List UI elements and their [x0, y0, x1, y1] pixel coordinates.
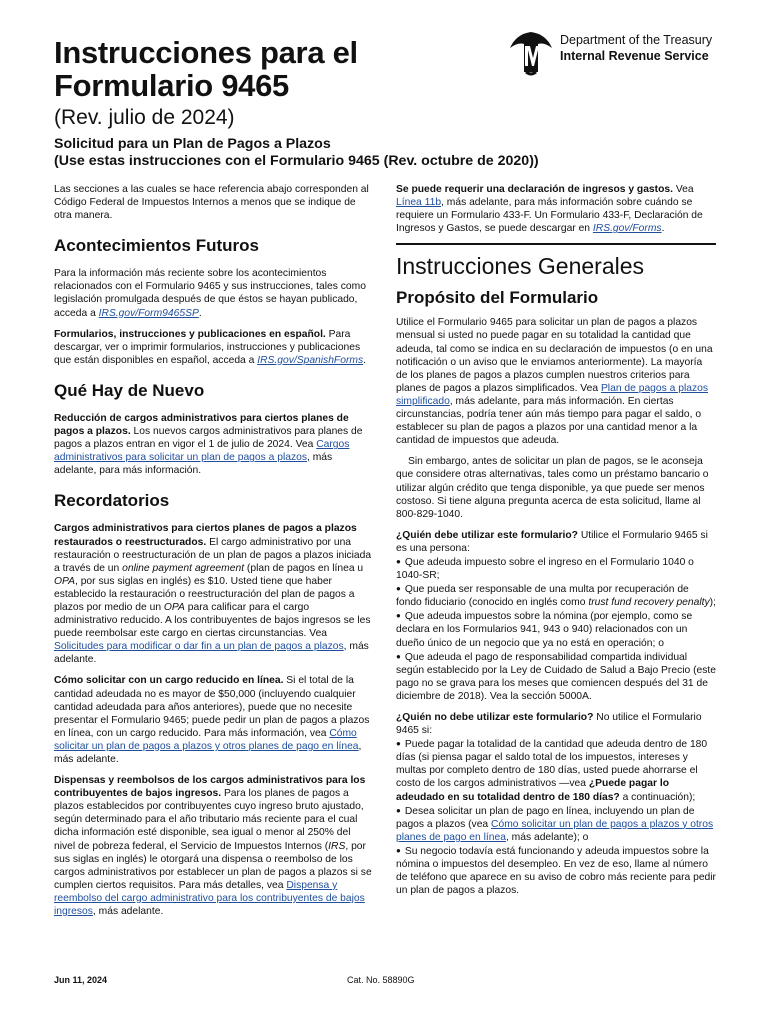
reminder-restructured-fees: Cargos administrativos para ciertos planes de pagos a plazos restaurados o reestructurados. El cargo administrativo por una restauración o reestructuración de un plan de pagos a plazos iniciada a través de un online payment agreement (plan de pagos en línea u OPA, por sus siglas en inglés) es $10. Usted tiene que haber establecido la restauración o reestructuración del plan de pagos a plazos por medio de un OPA para calificar para el cargo administrativo reducido. A los contribuyentes de bajos ingresos se les puede reembolsar este cargo en ciertas circunstancias. Vea Solicitudes para modificar o dar fin a un plan de pagos a plazos, más adelante. [54, 523, 372, 666]
reminder-online-reduced-fee: Cómo solicitar con un cargo reducido en línea. Si el total de la cantidad adeudada no es mayor de $50,000 (incluyendo cualquier cantidad adeudada para años anteriores), puede que no necesite presentar el Formulario 9465; puede pedir un plan de pagos a plazos en línea, con un cargo reducido. Para más información, vea Cómo solicitar un plan de pagos a plazos y otros planes de pago en línea, más adelante. [54, 675, 370, 765]
heading-purpose: Propósito del Formulario [396, 288, 599, 308]
footer-date: Jun 11, 2024 [54, 975, 108, 985]
list-item: ● Que adeuda impuestos sobre la nómina (por ejemplo, como se declara en los Formularios 941, 943 o 940) relacionados con un dueño único de un negocio que ya no está en operación; o [396, 609, 716, 649]
spanish-forms-link[interactable]: IRS.gov/SpanishForms [257, 354, 364, 366]
whats-new-paragraph: Reducción de cargos administrativos para ciertos planes de pagos a plazos. Los nuevos cargos administrativos para planes de pagos a plazos entran en vigor el 1 de julio de 2024. Vea Cargos administrativos para solicitar un plan de pagos a plazos, más adelante, para más información. [54, 412, 363, 477]
list-item: ● Desea solicitar un plan de pago en línea, incluyendo un plan de pagos a plazos (vea Cómo solicitar un plan de pagos a plazos y otros planes de pago en línea, más adelante); o [396, 804, 716, 844]
apply-online-link[interactable]: Cómo solicitar un plan de pagos a plazos y otros planes de pago en línea [54, 727, 359, 752]
document-title: Instrucciones para el Formulario 9465 [54, 35, 358, 103]
future-paragraph: Para la información más reciente sobre los acontecimientos relacionados con el Formulario 9465 y sus instrucciones, tales como legislación promulgada después de que éstos se hayan publicado, acceda a IRS.gov/Form9465SP. [54, 268, 366, 319]
heading-general-instructions: Instrucciones Generales [396, 243, 716, 280]
spanish-forms-paragraph: Formularios, instrucciones y publicaciones en español. Para descargar, ver o imprimir formularios, instrucciones y publicaciones que están disponibles en español, acceda a IRS.gov/SpanishForms. [54, 328, 366, 366]
modify-plan-link[interactable]: Solicitudes para modificar o dar fin a un plan de pagos a plazos [54, 641, 344, 653]
alternatives-paragraph: Sin embargo, antes de solicitar un plan de pagos, se le aconseja que considere otras alternativas, tales como un préstamo bancario o utilizar algún crédito que tenga disponible, ya que puede ser menos costoso. Si tiene alguna pregunta acerca de esta solicitud, llame al 800-829-1040. [396, 456, 709, 520]
admin-fees-link[interactable]: Cargos administrativos para solicitar un plan de pagos a plazos [54, 439, 350, 464]
agency-name: Department of the Treasury Internal Revenue Service [560, 33, 713, 63]
who-should-use-paragraph: ¿Quién debe utilizar este formulario? Utilice el Formulario 9465 si es una persona: [396, 529, 708, 554]
list-item: ● Su negocio todavía está funcionando y adeuda impuestos sobre la nómina o impuestos del desempleo. En vez de eso, llame al número de teléfono que aparece en su aviso de cobro más reciente para pedir un plan de pagos a plazos. [396, 844, 716, 897]
list-item: ● Puede pagar la totalidad de la cantidad que adeuda dentro de 180 días (si piensa pagar el saldo total de los impuestos, intereses y multas por completo dentro de 180 días, usted puede ahorrarse el costo de los cargos administrativos —vea ¿Puede pagar lo adeudado en su totalidad dentro de 180 días? a continuación); [396, 737, 716, 803]
irs-eagle-logo-icon [506, 28, 556, 78]
who-should-not-use-paragraph: ¿Quién no debe utilizar este formulario? No utilice el Formulario 9465 si: [396, 712, 702, 737]
purpose-paragraph: Utilice el Formulario 9465 para solicitar un plan de pagos a plazos mensual si usted no puede pagar en su totalidad la cantidad que adeuda, tal como se indica en su declaración de impuestos (o en una notificación o un aviso que le enviamos anteriormente). La mayoría de los planes de pagos a plazos cumplen nuestros criterios para planes de pagos a plazos simplificados. Vea Plan de pagos a plazos simplificado, más adelante, para más información. En ciertas circunstancias, podría tener aún más tiempo para pagar el saldo, o establecer su plan de pagos a plazos por una cantidad menor a la cantidad de impuestos que adeuda. [396, 317, 713, 447]
list-item: ● Que adeuda impuesto sobre el ingreso en el Formulario 1040 o 1040-SR; [396, 555, 716, 582]
line-11b-link[interactable]: Línea 11b [396, 197, 442, 209]
income-statement-paragraph: Se puede requerir una declaración de ingresos y gastos. Vea Línea 11b, más adelante, para más información sobre cuándo se requiere un Formulario 433-F. Un Formulario 433-F, Declaración de Ingresos y Gastos, se puede descargar en IRS.gov/Forms. [396, 184, 703, 235]
catalog-number: Cat. No. 58890G [347, 975, 415, 985]
irs-forms-link[interactable]: IRS.gov/Forms [592, 223, 662, 235]
heading-future-developments: Acontecimientos Futuros [54, 236, 259, 256]
left-column [54, 183, 372, 926]
heading-whats-new: Qué Hay de Nuevo [54, 380, 205, 400]
intro-paragraph: Las secciones a las cuales se hace referencia abajo corresponden al Código Federal de Impuestos Internos a menos que se indique de otra manera. [54, 184, 369, 222]
right-column [396, 183, 716, 897]
who-should-not-use-list [396, 737, 716, 897]
list-item: ● Que adeuda el pago de responsabilidad compartida individual según establecido por la Ley de Cuidado de Salud a Bajo Precio (este pago no se grava para los meses que comiencen después del 31 de diciembre de 2018). Vea la sección 5000A. [396, 650, 716, 703]
revision-date: (Rev. julio de 2024) [54, 106, 235, 129]
list-item: ● Que pueda ser responsable de una multa por recuperación de fondo fiduciario (conocido en inglés como trust fund recovery penalty); [396, 582, 716, 609]
low-income-waiver-link[interactable]: Dispensa y reembolso del cargo administrativo para los contribuyentes de bajos ingresos [54, 879, 365, 918]
apply-online-link-2[interactable]: Cómo solicitar un plan de pagos a plazos y otros planes de pago en línea [396, 818, 714, 843]
simplified-plan-link[interactable]: Plan de pagos a plazos simplificado [396, 382, 708, 407]
heading-reminders: Recordatorios [54, 491, 170, 511]
who-should-use-list [396, 555, 716, 703]
reminder-low-income-waivers: Dispensas y reembolsos de los cargos administrativos para los contribuyentes de bajos ingresos. Para los planes de pagos a plazos establecidos por contribuyentes cuyo ingreso bruto ajustado, según determinado para el año tributario más reciente para el cual dicha información esté disponible, sea igual o menor al 250% del nivel de pobreza federal, el Servicio de Impuestos Internos (IRS, por sus siglas en inglés) le otorgará una dispensa o reembolso de los cargos administrativos por establecer un plan de pagos a plazos si se cumplen ciertos requisitos. Para más detalles, vea Dispensa y reembolso del cargo administrativo para los contribuyentes de bajos ingresos, más adelante. [54, 775, 372, 918]
document-subtitle: Solicitud para un Plan de Pagos a Plazos (Use estas instrucciones con el Formulario 9465 (Rev. octubre de 2020)) [54, 136, 539, 169]
form9465sp-link[interactable]: IRS.gov/Form9465SP [98, 307, 199, 319]
